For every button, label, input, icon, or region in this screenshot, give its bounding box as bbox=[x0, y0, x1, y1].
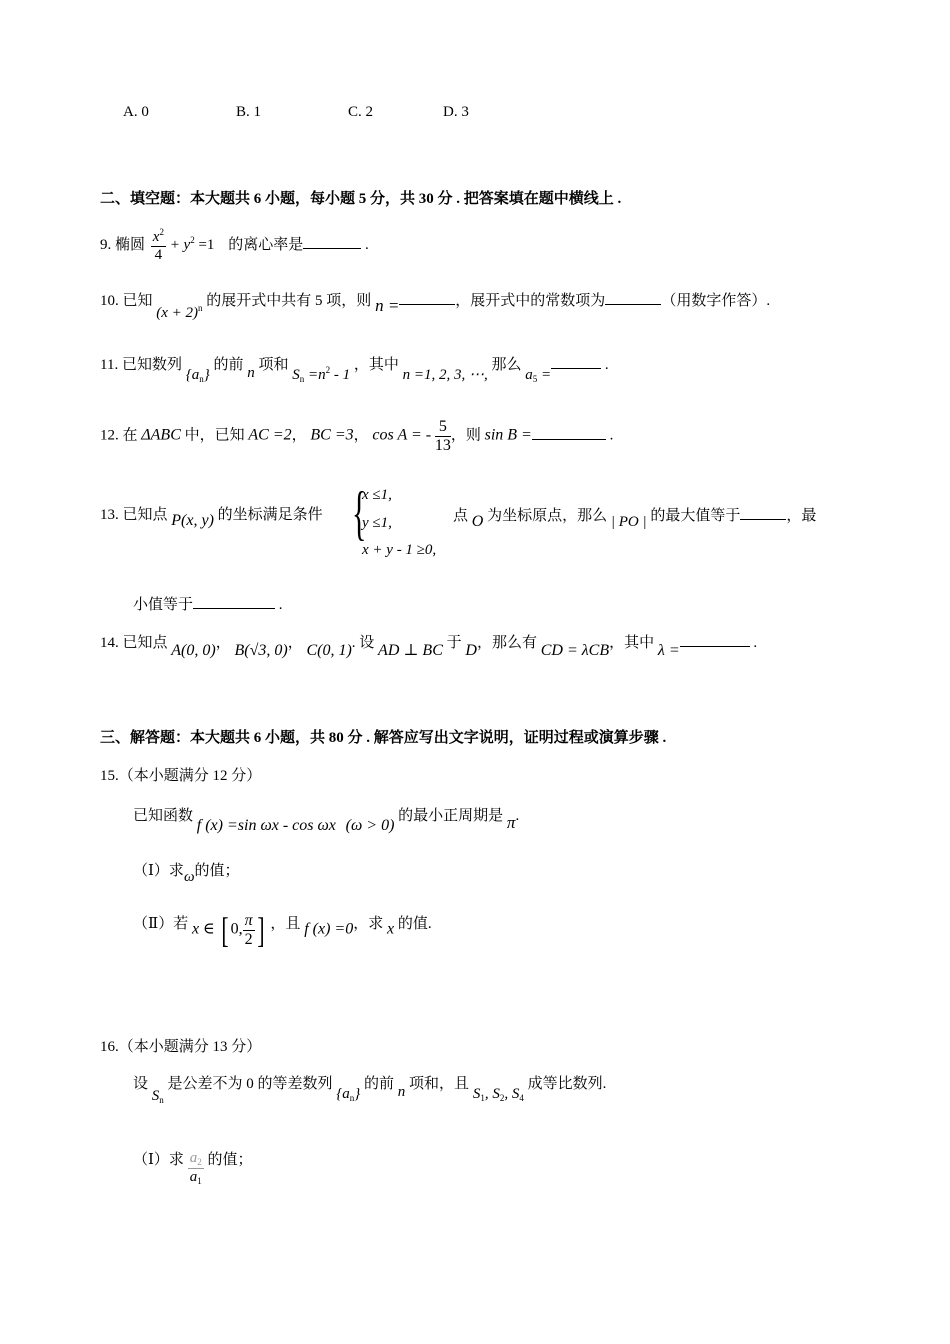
q13-condition-2: y ≤1, bbox=[362, 515, 392, 531]
q10-expr: $(x + 2)^n$ bbox=[156, 303, 203, 321]
question-16-part1: （Ⅰ）求 $\frac{a_2}{a_1}$ 的值； bbox=[133, 1150, 253, 1186]
option-d: D. 3 bbox=[443, 104, 469, 120]
q11-a5: $a_5$ = bbox=[525, 367, 552, 384]
q16-s124: $S_1$, $S_2$, $S_4$ bbox=[472, 1086, 524, 1103]
question-10: 10. 已知 $(x + 2)^n$ 的展开式中共有 5 项，则 n = ，展开式中的常数项为 （用数字作答）. bbox=[100, 290, 770, 310]
q14-blank[interactable] bbox=[680, 632, 750, 647]
q11-sequence: $\{a_n\}$ bbox=[185, 367, 210, 384]
q13-blank-max[interactable] bbox=[740, 505, 786, 520]
q12-fraction: $\frac{5}{13}$ bbox=[434, 418, 451, 454]
q16-sn: $S_n$ bbox=[151, 1088, 164, 1105]
question-9: 9. 椭圆 $\frac{x^2}{4}$ + $y^2 =1$ 的离心率是 . bbox=[100, 227, 369, 263]
section3-heading: 三、解答题：本大题共 6 小题，共 80 分 . 解答应写出文字说明，证明过程或演算步骤 . bbox=[100, 730, 667, 746]
question-15-part1: （Ⅰ）求ω的值； bbox=[133, 863, 240, 885]
q11-sum: $S_n =n^2 - 1$ bbox=[292, 365, 351, 384]
q9-number: 9. 椭圆 bbox=[100, 236, 146, 253]
q16-ratio: $\frac{a_2}{a_1}$ bbox=[189, 1150, 202, 1186]
q16-sequence: $\{a_n\}$ bbox=[336, 1086, 361, 1103]
q13-brace: { bbox=[352, 480, 367, 546]
question-16-title: 16.（本小题满分 13 分） bbox=[100, 1039, 262, 1055]
q15-pi-over-2: $\frac{\pi}{2}$ bbox=[244, 912, 253, 948]
question-15-part2: （Ⅱ）若 x ∈ [ 0, $\frac{\pi}{2}$ ] ，且 f (x) =0，求 x 的值. bbox=[133, 910, 432, 951]
section2-heading: 二、填空题：本大题共 6 小题，每小题 5 分，共 30 分 . 把答案填在题中横线上 . bbox=[100, 191, 622, 207]
question-15-title: 15.（本小题满分 12 分） bbox=[100, 768, 262, 784]
q10-blank-n[interactable] bbox=[399, 290, 455, 305]
option-a: A. 0 bbox=[123, 104, 149, 120]
q9-text: 的离心率是 bbox=[228, 236, 304, 253]
q13-blank-min[interactable] bbox=[193, 594, 275, 609]
question-15-body: 已知函数 f (x) =sin ωx - cos ωx (ω > 0) 的最小正周期是 π. bbox=[133, 808, 520, 834]
question-13-line1-rest: 点 O 为坐标原点，那么 | PO | 的最大值等于 ，最 bbox=[453, 505, 816, 525]
q9-fraction: $\frac{x^2}{4}$ bbox=[152, 227, 164, 263]
q10-blank-constant[interactable] bbox=[605, 290, 661, 305]
q13-condition-1: x ≤1, bbox=[362, 487, 392, 503]
q9-expr: + y bbox=[169, 236, 191, 253]
question-13-line2: 小值等于 . bbox=[133, 594, 283, 614]
q9-blank[interactable] bbox=[303, 234, 361, 249]
q9-eq: =1 bbox=[198, 236, 215, 253]
question-11: 11. 已知数列 $\{a_n\}$ 的前 n 项和 $S_n =n^2 - 1$ ，其中 n =1, 2, 3, ⋯, 那么 $a_5$ = . bbox=[100, 354, 609, 375]
q11-blank[interactable] bbox=[551, 354, 601, 369]
question-14: 14. 已知点 A(0, 0)， B(√3, 0)， C(0, 1). 设 AD ⊥ BC 于 D，那么有 CD = λCB，其中 λ = . bbox=[100, 632, 757, 652]
question-13-line1: 13. 已知点 P(x, y) 的坐标满足条件 bbox=[100, 507, 323, 529]
option-b: B. 1 bbox=[236, 104, 262, 120]
q12-blank[interactable] bbox=[532, 425, 606, 440]
question-16-body: 设 $S_n$ 是公差不为 0 的等差数列 $\{a_n\}$ 的前 n 项和，且 $S_1$, $S_2$, $S_4$ 成等比数列. bbox=[133, 1076, 607, 1105]
q13-condition-3: x + y - 1 ≥0, bbox=[362, 542, 437, 558]
question-12: 12. 在 ΔABC 中，已知 AC =2， BC =3， cos A = - $\frac{5}{13}$ ，则 sin B = . bbox=[100, 418, 614, 454]
option-c: C. 2 bbox=[348, 104, 374, 120]
